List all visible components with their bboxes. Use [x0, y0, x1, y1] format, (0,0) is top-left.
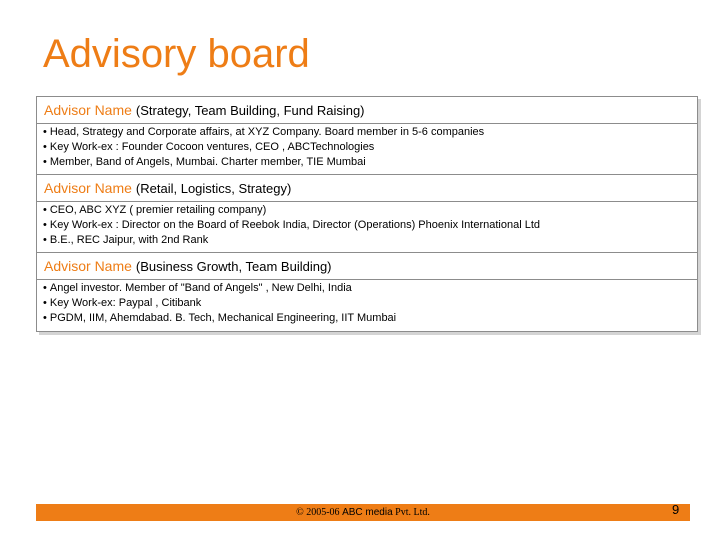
list-item: • Angel investor. Member of "Band of Angels" , New Delhi, India: [43, 282, 352, 294]
footer-bar: [36, 504, 690, 521]
advisor-areas: (Business Growth, Team Building): [135, 258, 332, 274]
list-item: • Head, Strategy and Corporate affairs, at XYZ Company. Board member in 5-6 companies: [43, 126, 485, 138]
advisor-name: Advisor Name: [44, 258, 132, 274]
advisor-header-1: [37, 97, 697, 124]
list-item: • Key Work-ex: Paypal , Citibank: [43, 297, 202, 309]
list-item: • PGDM, IIM, Ahemdabad. B. Tech, Mechanical Engineering, IIT Mumbai: [43, 312, 397, 324]
advisor-areas: (Retail, Logistics, Strategy): [135, 180, 292, 196]
page-number: 9: [672, 502, 680, 517]
advisor-details-2: [37, 202, 697, 253]
list-item: • Key Work-ex : Director on the Board of Reebok India, Director (Operations) Phoenix International Ltd: [43, 219, 541, 231]
advisor-header-3: [37, 253, 697, 280]
list-item: • Member, Band of Angels, Mumbai. Charter member, TIE Mumbai: [43, 156, 366, 168]
advisor-details-1: [37, 124, 697, 175]
advisor-header-2: [37, 175, 697, 202]
slide-title: Advisory board: [43, 32, 310, 76]
advisor-details-3: [37, 280, 697, 331]
advisory-board-table: [36, 96, 698, 332]
footer-copyright: © 2005-06 ABC media Pvt. Ltd.: [296, 507, 430, 518]
advisor-name: Advisor Name: [44, 102, 132, 118]
list-item: • B.E., REC Jaipur, with 2nd Rank: [43, 234, 209, 246]
advisor-name: Advisor Name: [44, 180, 132, 196]
advisor-areas: (Strategy, Team Building, Fund Raising): [135, 102, 365, 118]
list-item: • Key Work-ex : Founder Cocoon ventures, CEO , ABCTechnologies: [43, 141, 375, 153]
list-item: • CEO, ABC XYZ ( premier retailing company): [43, 204, 267, 216]
